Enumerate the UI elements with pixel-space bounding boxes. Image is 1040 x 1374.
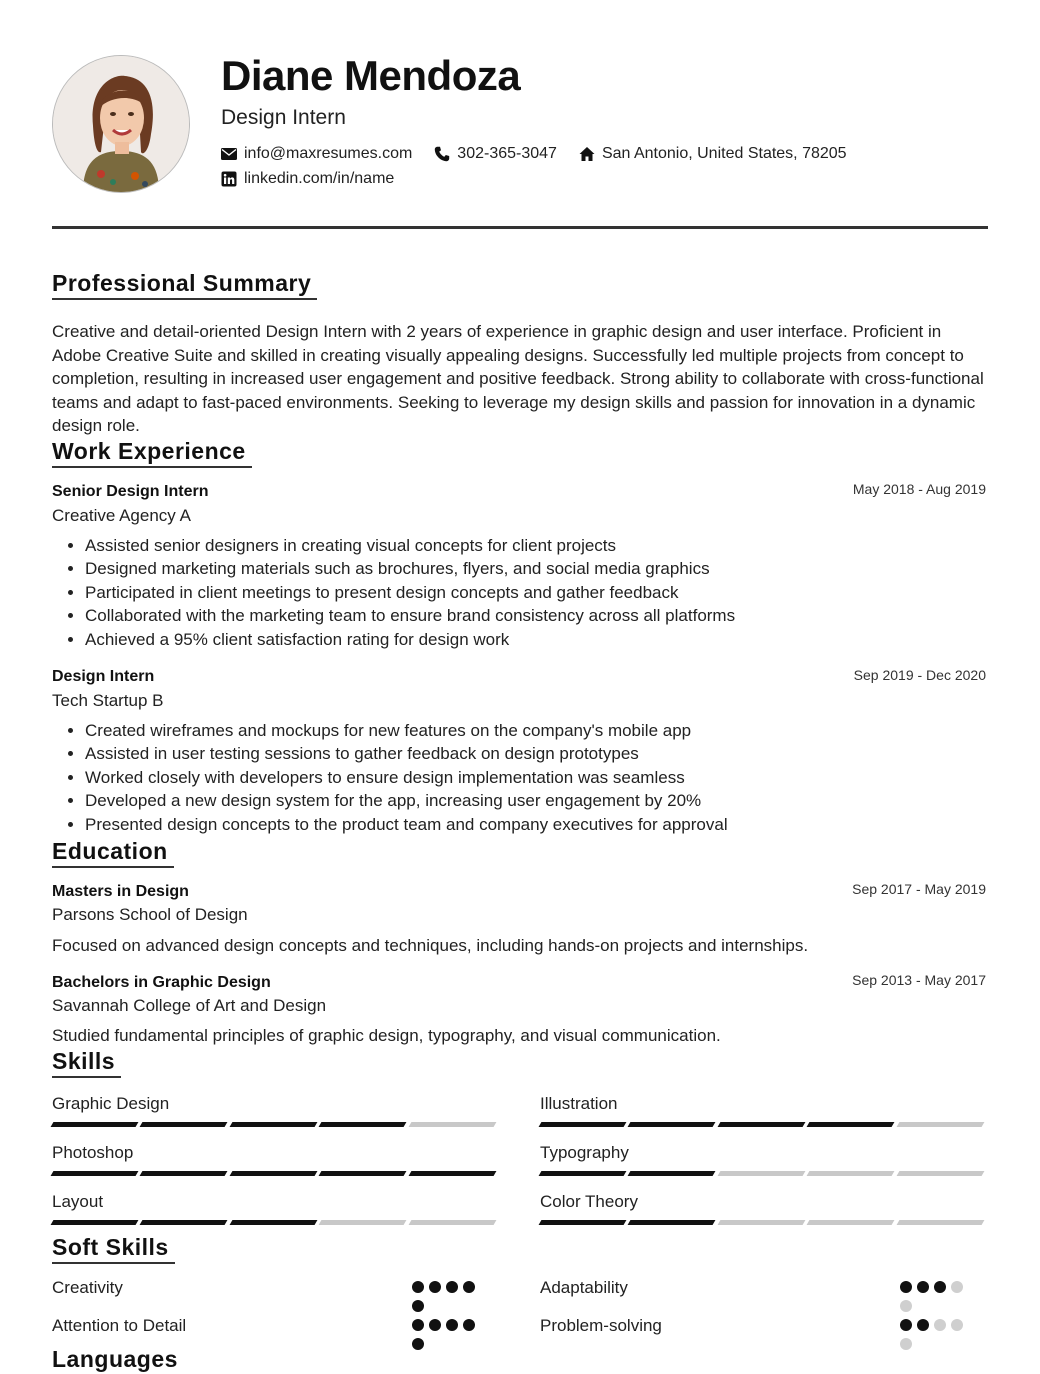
skill-label: Layout bbox=[52, 1192, 104, 1211]
soft-skill-rating bbox=[900, 1319, 972, 1357]
candidate-name: Diane Mendoza bbox=[221, 52, 521, 99]
skill-bar-segment bbox=[539, 1122, 627, 1127]
skill-level-bar bbox=[52, 1220, 499, 1225]
rating-dot bbox=[900, 1319, 912, 1331]
edu-description-2: Studied fundamental principles of graphic design, typography, and visual communication. bbox=[52, 1026, 721, 1045]
soft-skill-rating bbox=[900, 1281, 972, 1319]
rating-dot bbox=[463, 1319, 475, 1331]
skill-bar-segment bbox=[539, 1220, 627, 1225]
skill-bar-segment bbox=[628, 1122, 716, 1127]
rating-dot bbox=[429, 1319, 441, 1331]
skill-bar-segment bbox=[408, 1171, 496, 1176]
skill-bar-segment bbox=[807, 1220, 895, 1225]
contact-phone[interactable] bbox=[434, 145, 557, 163]
rating-dot bbox=[900, 1300, 912, 1312]
skill-layout bbox=[52, 1192, 499, 1225]
skill-bar-segment bbox=[229, 1122, 317, 1127]
contact-row-linkedin bbox=[221, 170, 416, 188]
rating-dot bbox=[917, 1281, 929, 1293]
skill-bar-segment bbox=[140, 1171, 228, 1176]
rating-dot bbox=[446, 1319, 458, 1331]
skill-label: Photoshop bbox=[52, 1143, 134, 1162]
skill-color-theory bbox=[540, 1192, 987, 1225]
job-dates-1: May 2018 - Aug 2019 bbox=[852, 481, 986, 497]
rating-dot bbox=[412, 1281, 424, 1293]
linkedin-text: linkedin.com/in/name bbox=[244, 170, 395, 187]
list-item: • Worked closely with developers to ensure design implementation was seamless bbox=[85, 766, 728, 789]
skill-bar-segment bbox=[628, 1171, 716, 1176]
skill-bar-segment bbox=[51, 1122, 139, 1127]
skill-label: Graphic Design bbox=[52, 1094, 170, 1113]
job-dates-2: Sep 2019 - Dec 2020 bbox=[853, 667, 986, 683]
list-item: • Assisted in user testing sessions to gather feedback on design prototypes bbox=[85, 742, 728, 765]
experience-heading: Work Experience bbox=[52, 438, 252, 468]
envelope-icon bbox=[221, 146, 237, 162]
contact-address bbox=[579, 145, 847, 163]
skill-level-bar bbox=[52, 1171, 499, 1176]
summary-heading: Professional Summary bbox=[52, 270, 317, 300]
job-title-2: Design Intern bbox=[52, 668, 155, 685]
skill-bar-segment bbox=[319, 1122, 407, 1127]
list-item: • Achieved a 95% client satisfaction rating for design work bbox=[85, 628, 735, 651]
job-bullets-1 bbox=[52, 534, 735, 651]
edu-school-2: Savannah College of Art and Design bbox=[52, 996, 327, 1015]
skill-level-bar bbox=[540, 1122, 987, 1127]
soft-skill-adaptability: Adaptability bbox=[540, 1278, 628, 1297]
soft-skill-rating bbox=[412, 1319, 484, 1357]
email-text: info@maxresumes.com bbox=[244, 145, 413, 162]
skill-bar-segment bbox=[717, 1171, 805, 1176]
contact-row bbox=[221, 145, 869, 163]
address-text: San Antonio, United States, 78205 bbox=[601, 145, 847, 162]
rating-dot bbox=[934, 1319, 946, 1331]
job-title-1: Senior Design Intern bbox=[52, 483, 209, 500]
rating-dot bbox=[463, 1281, 475, 1293]
soft-skill-problem-solving: Problem-solving bbox=[540, 1316, 662, 1335]
edu-school-1: Parsons School of Design bbox=[52, 905, 248, 924]
skill-bar-segment bbox=[408, 1220, 496, 1225]
list-item: • Created wireframes and mockups for new features on the company's mobile app bbox=[85, 719, 728, 742]
job-bullets-2 bbox=[52, 719, 728, 836]
rating-dot bbox=[412, 1338, 424, 1350]
linkedin-icon bbox=[221, 171, 237, 187]
profile-photo-illustration bbox=[53, 56, 189, 192]
skill-bar-segment bbox=[140, 1220, 228, 1225]
edu-dates-1: Sep 2017 - May 2019 bbox=[852, 881, 986, 897]
soft-skill-attention-to-detail: Attention to Detail bbox=[52, 1316, 187, 1335]
rating-dot bbox=[917, 1319, 929, 1331]
skill-illustration bbox=[540, 1094, 987, 1127]
list-item: • Presented design concepts to the product team and company executives for approval bbox=[85, 813, 728, 836]
home-icon bbox=[579, 146, 595, 162]
skill-label: Illustration bbox=[540, 1094, 618, 1113]
rating-dot bbox=[951, 1281, 963, 1293]
soft-skill-creativity: Creativity bbox=[52, 1278, 123, 1297]
skill-label: Color Theory bbox=[540, 1192, 638, 1211]
languages-heading: Languages bbox=[52, 1346, 178, 1372]
job-company-2: Tech Startup B bbox=[52, 691, 164, 710]
skill-label: Typography bbox=[540, 1143, 629, 1162]
skill-bar-segment bbox=[896, 1122, 984, 1127]
job-title: Design Intern bbox=[221, 106, 346, 129]
skill-bar-segment bbox=[717, 1220, 805, 1225]
rating-dot bbox=[429, 1281, 441, 1293]
list-item: • Participated in client meetings to present design concepts and gather feedback bbox=[85, 581, 735, 604]
summary-text: Creative and detail-oriented Design Intern with 2 years of experience in graphic design and user interface. Proficient in Adobe Creative Suite and skilled in creating visually appealing designs. Successfully led multiple projects from concept to completion, resulting in increased user engagement and positive feedback. Strong ability to collaborate with cross-functional teams and adapt to fast-paced environments. Seeking to leverage my design skills and passion for innovation in a dynamic design role. bbox=[52, 322, 984, 435]
skill-bar-segment bbox=[717, 1122, 805, 1127]
list-item: • Assisted senior designers in creating visual concepts for client projects bbox=[85, 534, 735, 557]
skill-level-bar bbox=[540, 1220, 987, 1225]
skill-typography bbox=[540, 1143, 987, 1176]
soft-skills-heading: Soft Skills bbox=[52, 1234, 175, 1264]
skill-bar-segment bbox=[140, 1122, 228, 1127]
edu-dates-2: Sep 2013 - May 2017 bbox=[852, 972, 986, 988]
soft-skill-rating bbox=[412, 1281, 484, 1319]
job-company-1: Creative Agency A bbox=[52, 506, 191, 525]
skill-bar-segment bbox=[51, 1220, 139, 1225]
contact-linkedin[interactable] bbox=[221, 170, 394, 188]
skill-bar-segment bbox=[807, 1122, 895, 1127]
profile-photo bbox=[52, 55, 190, 193]
edu-description-1: Focused on advanced design concepts and techniques, including hands-on projects and internships. bbox=[52, 936, 809, 955]
rating-dot bbox=[934, 1281, 946, 1293]
skill-bar-segment bbox=[408, 1122, 496, 1127]
rating-dot bbox=[951, 1319, 963, 1331]
contact-email[interactable] bbox=[221, 145, 412, 163]
skill-bar-segment bbox=[229, 1220, 317, 1225]
edu-degree-1: Masters in Design bbox=[52, 883, 189, 900]
rating-dot bbox=[412, 1319, 424, 1331]
rating-dot bbox=[446, 1281, 458, 1293]
header-divider bbox=[52, 226, 988, 229]
phone-text: 302-365-3047 bbox=[457, 145, 557, 162]
skill-bar-segment bbox=[896, 1220, 984, 1225]
skill-bar-segment bbox=[628, 1220, 716, 1225]
skill-bar-segment bbox=[319, 1220, 407, 1225]
skill-bar-segment bbox=[807, 1171, 895, 1176]
rating-dot bbox=[900, 1338, 912, 1350]
skills-heading: Skills bbox=[52, 1048, 121, 1078]
list-item: • Collaborated with the marketing team to ensure brand consistency across all platforms bbox=[85, 604, 735, 627]
edu-degree-2: Bachelors in Graphic Design bbox=[52, 974, 271, 991]
list-item: • Developed a new design system for the app, increasing user engagement by 20% bbox=[85, 789, 728, 812]
skill-bar-segment bbox=[51, 1171, 139, 1176]
skill-bar-segment bbox=[319, 1171, 407, 1176]
list-item: • Designed marketing materials such as brochures, flyers, and social media graphics bbox=[85, 557, 735, 580]
rating-dot bbox=[900, 1281, 912, 1293]
skill-bar-segment bbox=[539, 1171, 627, 1176]
skill-level-bar bbox=[52, 1122, 499, 1127]
phone-icon bbox=[434, 146, 450, 162]
skill-bar-segment bbox=[896, 1171, 984, 1176]
skill-level-bar bbox=[540, 1171, 987, 1176]
skill-photoshop bbox=[52, 1143, 499, 1176]
rating-dot bbox=[412, 1300, 424, 1312]
skill-bar-segment bbox=[229, 1171, 317, 1176]
skill-graphic-design bbox=[52, 1094, 499, 1127]
education-heading: Education bbox=[52, 838, 174, 868]
